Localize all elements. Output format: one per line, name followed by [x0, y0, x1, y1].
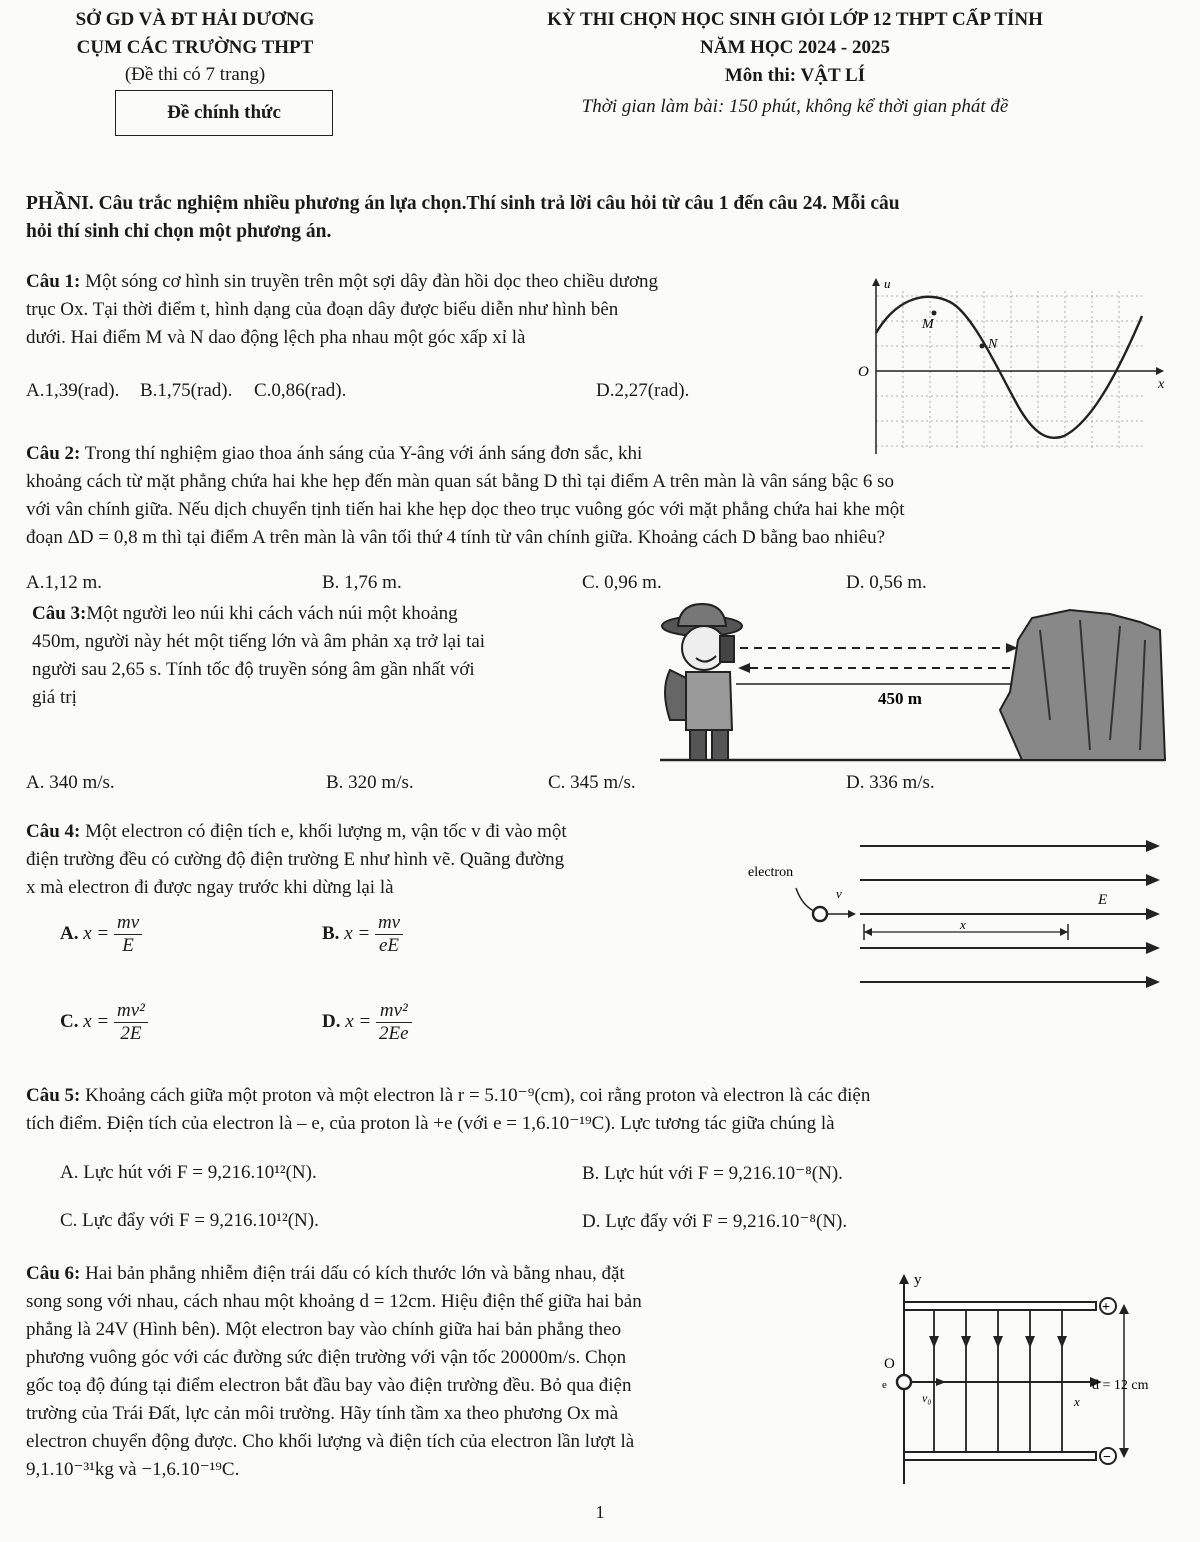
q1-line3: dưới. Hai điểm M và N dao động lệch pha nhau một góc xấp xỉ là [26, 327, 526, 348]
q4-line3: x mà electron đi được ngay trước khi dừng lại là [26, 877, 394, 898]
q2-label: Câu 2: [26, 443, 81, 464]
question-6 [26, 1260, 852, 1484]
q3-climber-figure [640, 600, 1170, 768]
climber-person-icon [662, 604, 742, 760]
q6-fig-plus-label: + [1102, 1300, 1110, 1315]
q1-option-d[interactable]: D.2,27(rad). [596, 380, 690, 401]
q2-option-a[interactable]: A.1,12 m. [26, 572, 102, 593]
q3-option-d[interactable]: D. 336 m/s. [846, 772, 935, 793]
exam-time: Thời gian làm bài: 150 phút, không kể thời gian phát đề [581, 96, 1009, 117]
q3-label: Câu 3: [32, 603, 87, 624]
q4-c-lhs: x = [83, 1010, 110, 1032]
q4-fig-electron-label: electron [748, 865, 794, 880]
q4-line1: Một electron có điện tích e, khối lượng m, vận tốc v đi vào một [80, 821, 567, 842]
q6-fig-x-label: x [1074, 1394, 1080, 1409]
q2-line3: với vân chính giữa. Nếu dịch chuyển tịnh tiến hai khe hẹp dọc theo trục vuông góc với mặt phẳng chứa hai khe một [26, 499, 905, 520]
q6-fig-y-label: y [914, 1272, 922, 1288]
q6-line8: 9,1.10⁻³¹kg và −1,6.10⁻¹⁹C. [26, 1459, 240, 1480]
q4-fig-e-label: E [1098, 892, 1108, 908]
q1-option-a[interactable]: A.1,39(rad). [26, 380, 120, 401]
q5-option-b[interactable]: B. Lực hút với F = 9,216.10⁻⁸(N). [582, 1163, 843, 1184]
q6-line1: Hai bản phẳng nhiễm điện trái dấu có kích thước lớn và bằng nhau, đặt [80, 1263, 625, 1284]
q3-line3: người sau 2,65 s. Tính tốc độ truyền sóng âm gần nhất với [32, 659, 475, 680]
q4-b-lhs: x = [344, 922, 371, 944]
q4-a-lhs: x = [83, 922, 110, 944]
q6-line4: phương vuông góc với các đường sức điện trường với vận tốc 20000m/s. Chọn [26, 1347, 627, 1368]
q1-option-b[interactable]: B.1,75(rad). [140, 380, 233, 401]
subject: Môn thi: VẬT LÍ [724, 65, 866, 86]
q3-line4: giá trị [32, 687, 77, 708]
q3-line2: 450m, người này hét một tiếng lớn và âm phản xạ trở lại tai [32, 631, 486, 652]
q4-b-den: eE [379, 935, 400, 956]
q6-plates-figure [860, 1268, 1190, 1488]
q4-d-lhs: x = [345, 1010, 372, 1032]
q4-field-figure [746, 832, 1170, 992]
q4-line2: điện trường đều có cường độ điện trường E như hình vẽ. Quãng đường [26, 849, 565, 870]
q4-c-letter: C. [60, 1010, 79, 1032]
q6-label: Câu 6: [26, 1263, 81, 1284]
q3-line1: Một người leo núi khi cách vách núi một khoảng [86, 603, 458, 624]
q4-option-c[interactable] [60, 1000, 148, 1045]
q3-option-b[interactable]: B. 320 m/s. [326, 772, 414, 793]
q1-wave-figure [846, 276, 1180, 456]
q6-line2: song song với nhau, cách nhau một khoảng d = 12cm. Hiệu điện thế giữa hai bản [26, 1291, 642, 1312]
q6-line6: trường của Trái Đất, lực cản môi trường. Hãy tính tầm xa theo phương Ox mà [26, 1403, 619, 1424]
q5-label: Câu 5: [26, 1085, 81, 1106]
q4-option-d[interactable] [322, 1000, 412, 1045]
q4-a-num: mv [114, 912, 142, 935]
q1-label: Câu 1: [26, 271, 81, 292]
q6-fig-o-label: O [884, 1356, 895, 1372]
q6-fig-v0-label: v₀ [922, 1391, 932, 1405]
q6-line7: electron chuyển động được. Cho khối lượng và điện tích của electron lần lượt là [26, 1431, 635, 1452]
school-dept: SỞ GD VÀ ĐT HẢI DƯƠNG [75, 9, 315, 30]
q4-c-num: mv² [114, 1000, 148, 1023]
q1-fig-u-label: u [884, 276, 891, 291]
q4-option-b[interactable] [322, 912, 403, 957]
q5-line1: Khoảng cách giữa một proton và một electron là r = 5.10⁻⁹(cm), coi rằng proton và electron là các điện [80, 1085, 871, 1106]
q6-fig-d-label: d = 12 cm [1092, 1378, 1149, 1393]
q2-line2: khoảng cách từ mặt phẳng chứa hai khe hẹp đến màn quan sát bằng D thì tại điểm A trên màn là vân sáng bậc 6 so [26, 471, 894, 492]
q1-line2: trục Ox. Tại thời điểm t, hình dạng của đoạn dây được biểu diễn như hình bên [26, 299, 619, 320]
part1-line2: hỏi thí sinh chỉ chọn một phương án. [26, 221, 332, 242]
part1-heading [26, 190, 1186, 246]
q1-fig-o-label: O [858, 364, 869, 380]
q4-a-den: E [122, 935, 134, 956]
page-count: (Đề thi có 7 trang) [124, 64, 266, 85]
q4-fig-x-label: x [960, 917, 966, 932]
q1-fig-x-label: x [1158, 377, 1165, 392]
school-cluster: CỤM CÁC TRƯỜNG THPT [76, 37, 314, 58]
question-1 [26, 268, 846, 352]
q4-d-den: 2Ee [379, 1023, 409, 1044]
q3-option-c[interactable]: C. 345 m/s. [548, 772, 636, 793]
q2-line4: đoạn ΔD = 0,8 m thì tại điểm A trên màn là vân tối thứ 4 tính từ vân chính giữa. Khoảng cách D bằng bao nhiêu? [26, 527, 886, 548]
q2-line1: Trong thí nghiệm giao thoa ánh sáng của Y-âng với ánh sáng đơn sắc, khi [80, 443, 643, 464]
q6-line3: phẳng là 24V (Hình bên). Một electron bay vào chính giữa hai bản phẳng theo [26, 1319, 622, 1340]
question-4 [26, 818, 746, 902]
q4-a-letter: A. [60, 922, 79, 944]
question-3 [32, 600, 632, 712]
part1-line1: PHẦNI. Câu trắc nghiệm nhiều phương án lựa chọn.Thí sinh trả lời câu hỏi từ câu 1 đến câu 24. Mỗi câu [26, 193, 900, 214]
question-2 [26, 440, 1186, 552]
q6-fig-minus-label: − [1103, 1450, 1111, 1465]
q2-option-d[interactable]: D. 0,56 m. [846, 572, 927, 593]
q1-fig-m-label: M [922, 317, 934, 332]
page-number: 1 [595, 1502, 605, 1522]
q1-line1: Một sóng cơ hình sin truyền trên một sợi dây đàn hồi dọc theo chiều dương [80, 271, 659, 292]
q4-d-num: mv² [376, 1000, 412, 1023]
q3-distance-label: 450 m [878, 689, 922, 708]
q4-fig-v-label: v [836, 886, 842, 901]
q4-b-num: mv [375, 912, 403, 935]
q4-b-letter: B. [322, 922, 340, 944]
q2-option-b[interactable]: B. 1,76 m. [322, 572, 402, 593]
school-year: NĂM HỌC 2024 - 2025 [700, 37, 890, 58]
q6-fig-e-label: e [882, 1379, 887, 1391]
official-exam-box: Đề chính thức [115, 90, 333, 136]
question-5 [26, 1082, 1186, 1138]
q5-line2: tích điểm. Điện tích của electron là – e, của proton là +e (với e = 1,6.10⁻¹⁹C). Lực tương tác giữa chúng là [26, 1113, 835, 1134]
q6-line5: gốc toạ độ đúng tại điểm electron bắt đầu bay vào điện trường đều. Bỏ qua điện [26, 1375, 632, 1396]
q5-option-c[interactable]: C. Lực đẩy với F = 9,216.10¹²(N). [60, 1210, 319, 1231]
q1-option-c[interactable]: C.0,86(rad). [254, 380, 347, 401]
q4-label: Câu 4: [26, 821, 81, 842]
q4-c-den: 2E [120, 1023, 142, 1044]
exam-title: KỲ THI CHỌN HỌC SINH GIỎI LỚP 12 THPT CẤP TỈNH [547, 9, 1043, 30]
q5-option-d[interactable]: D. Lực đẩy với F = 9,216.10⁻⁸(N). [582, 1211, 848, 1232]
q1-fig-n-label: N [988, 337, 998, 352]
q4-option-a[interactable] [60, 912, 142, 957]
q4-d-letter: D. [322, 1010, 341, 1032]
q3-option-a[interactable]: A. 340 m/s. [26, 772, 115, 793]
q5-option-a[interactable]: A. Lực hút với F = 9,216.10¹²(N). [60, 1162, 317, 1183]
q2-option-c[interactable]: C. 0,96 m. [582, 572, 662, 593]
